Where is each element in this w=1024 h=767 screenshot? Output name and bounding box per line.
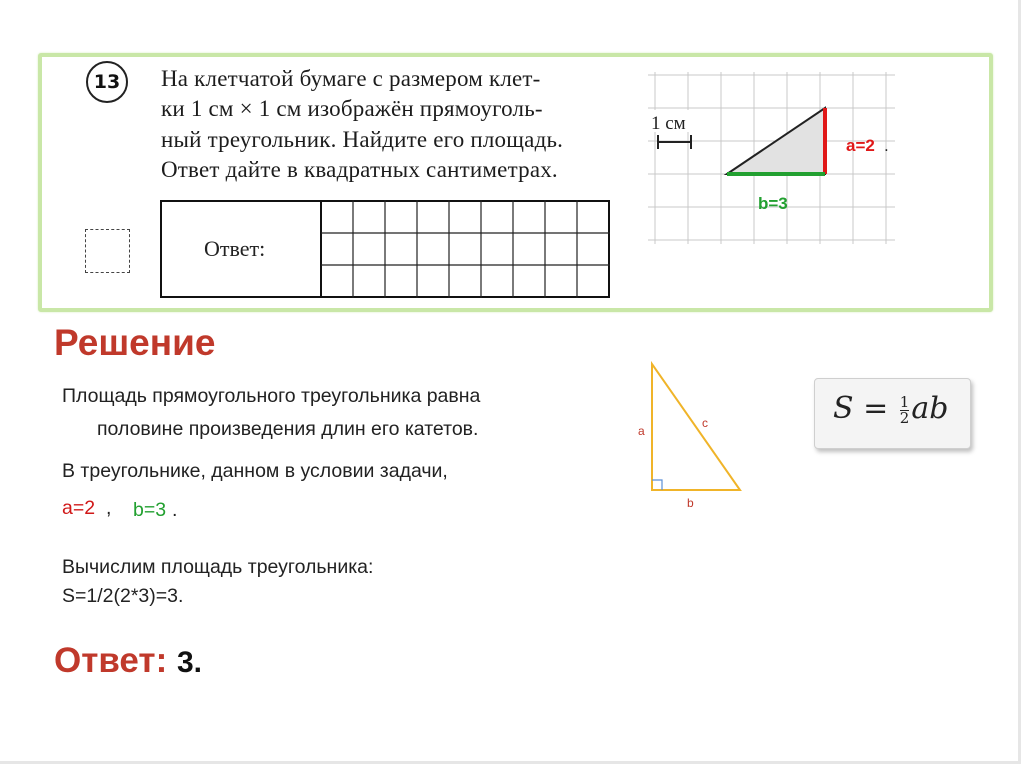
leg-b-label: b=3 [758,194,788,213]
problem-text-line-4: Ответ дайте в квадратных сантиметрах. [161,157,558,182]
value-a: a=2 [62,497,96,519]
answer-grid [160,200,610,298]
final-answer-label: Ответ: [54,641,168,680]
problem-text-line-3: ный треугольник. Найдите его площадь. [161,127,564,152]
final-answer-value: 3. [176,646,202,679]
fraction-numerator: 1 [899,392,910,411]
leg-a-dot: . [884,136,889,155]
solution-line-2: половине произведения длин его катетов. [97,418,479,440]
formula-box [814,378,971,449]
problem-text-line-1: На клетчатой бумаге с размером клет- [161,66,541,91]
orange-triangle [652,364,740,490]
solution-line-3: В треугольнике, данном в условии задачи, [62,460,448,482]
formula-lhs: S [833,391,854,426]
area-formula [833,391,948,426]
task-number-badge: 13 [86,61,128,103]
side-b-label: b [687,496,694,510]
answer-table [160,200,610,298]
grid-triangle-figure [648,72,895,246]
scale-marker [658,135,691,149]
fraction-denominator: 2 [899,408,910,427]
final-answer [54,641,202,681]
solution-line-1: Площадь прямоугольного треугольника равна [62,385,481,407]
right-angle-marker [652,480,662,490]
calc-expression: S=1/2(2*3)=3. [62,585,184,607]
answer-table-label: Ответ: [204,236,266,261]
right-triangle-diagram [630,358,750,518]
value-b: b=3 [133,499,167,521]
answer-checkbox [85,229,130,273]
problem-text-line-2: ки 1 см × 1 см изображён прямоуголь- [161,96,543,121]
value-end-dot: . [172,499,178,521]
side-c-label: c [702,416,708,430]
scale-label: 1 см [651,113,686,134]
side-a-label: a [638,424,645,438]
value-separator: , [106,497,112,519]
leg-a-label: a=2 [846,136,875,155]
calc-intro: Вычислим площадь треугольника: [62,556,374,578]
solution-title: Решение [54,322,216,363]
formula-fraction [899,392,910,427]
formula-equals: = [863,391,889,426]
formula-rhs: ab [911,391,949,426]
